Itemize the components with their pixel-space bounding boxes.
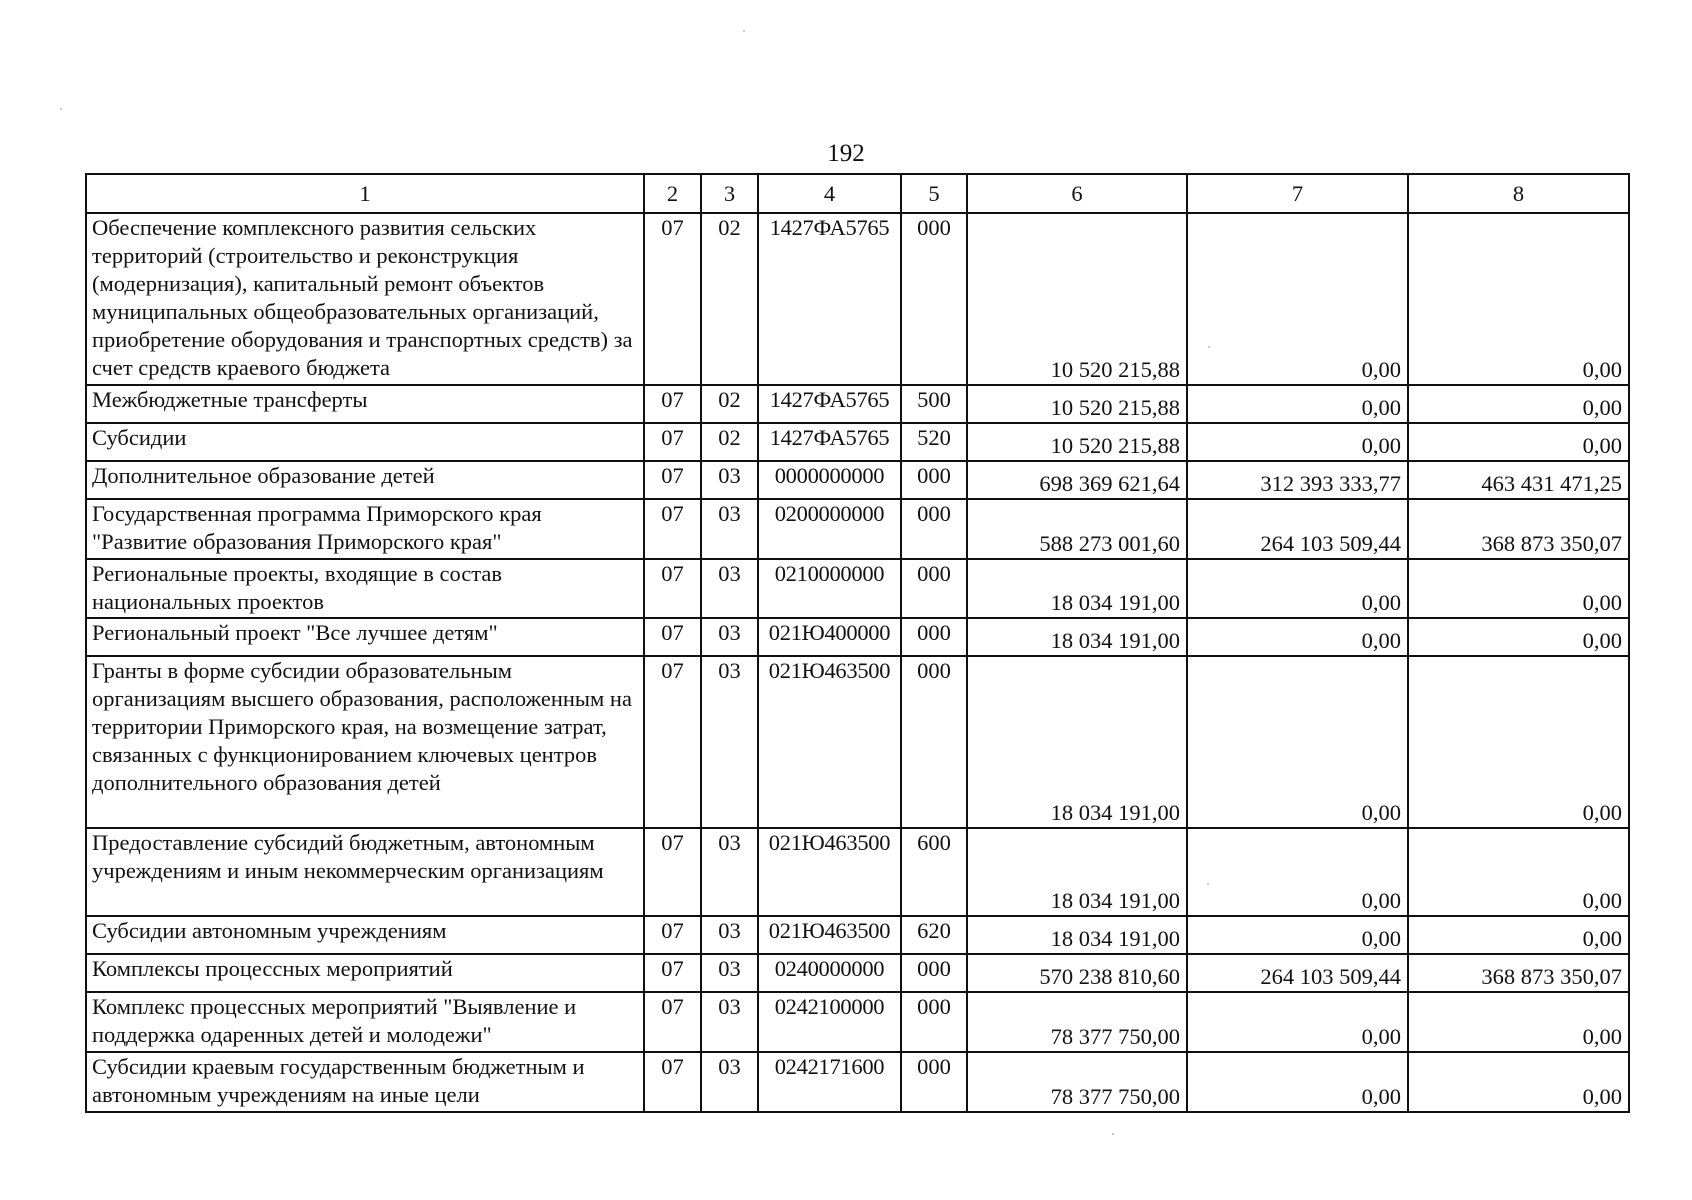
column-header-5: 5 [901, 174, 967, 213]
amount-col-6: 18 034 191,00 [967, 828, 1187, 916]
table-row [86, 656, 1629, 828]
amount-col-6: 78 377 750,00 [967, 1052, 1187, 1112]
amount-col-7: 0,00 [1187, 618, 1408, 656]
column-header-7: 7 [1187, 174, 1408, 213]
column-header-4: 4 [758, 174, 901, 213]
code-section: 07 [644, 656, 701, 828]
row-name: Комплекс процессных мероприятий "Выявление и поддержка одаренных детей и молодежи" [86, 992, 644, 1052]
amount-col-7: 0,00 [1187, 916, 1408, 954]
code-subsection: 03 [701, 992, 758, 1052]
code-target-article: 0242171600 [758, 1052, 901, 1112]
code-subsection: 03 [701, 559, 758, 618]
budget-table [85, 173, 1630, 1113]
amount-col-7: 0,00 [1187, 559, 1408, 618]
code-target-article: 021Ю463500 [758, 828, 901, 916]
code-section: 07 [644, 385, 701, 423]
code-target-article: 021Ю400000 [758, 618, 901, 656]
amount-col-8: 0,00 [1408, 828, 1629, 916]
row-name: Межбюджетные трансферты [86, 385, 644, 423]
table-row [86, 213, 1629, 385]
code-section: 07 [644, 916, 701, 954]
scan-speck [1208, 346, 1210, 348]
amount-col-8: 0,00 [1408, 385, 1629, 423]
row-name: Субсидии [86, 423, 644, 461]
table-row [86, 461, 1629, 499]
amount-col-6: 18 034 191,00 [967, 916, 1187, 954]
amount-col-6: 10 520 215,88 [967, 385, 1187, 423]
row-name: Региональный проект "Все лучшее детям" [86, 618, 644, 656]
amount-col-6: 18 034 191,00 [967, 656, 1187, 828]
page-number: 192 [827, 140, 865, 167]
row-name: Субсидии автономным учреждениям [86, 916, 644, 954]
amount-col-6: 18 034 191,00 [967, 559, 1187, 618]
code-section: 07 [644, 559, 701, 618]
code-expense-type: 500 [901, 385, 967, 423]
row-name: Государственная программа Приморского края "Развитие образования Приморского края" [86, 499, 644, 559]
amount-col-7: 0,00 [1187, 656, 1408, 828]
amount-col-8: 0,00 [1408, 423, 1629, 461]
code-target-article: 021Ю463500 [758, 916, 901, 954]
table-row [86, 499, 1629, 559]
amount-col-6: 10 520 215,88 [967, 213, 1187, 385]
scan-speck [743, 30, 745, 32]
code-expense-type: 000 [901, 213, 967, 385]
column-header-2: 2 [644, 174, 701, 213]
code-expense-type: 600 [901, 828, 967, 916]
code-target-article: 1427ФА5765 [758, 213, 901, 385]
code-section: 07 [644, 461, 701, 499]
amount-col-8: 368 873 350,07 [1408, 499, 1629, 559]
code-target-article: 0242100000 [758, 992, 901, 1052]
code-expense-type: 620 [901, 916, 967, 954]
code-section: 07 [644, 992, 701, 1052]
scan-speck [60, 108, 62, 110]
amount-col-7: 0,00 [1187, 385, 1408, 423]
amount-col-6: 78 377 750,00 [967, 992, 1187, 1052]
code-subsection: 02 [701, 385, 758, 423]
code-subsection: 02 [701, 423, 758, 461]
code-subsection: 03 [701, 954, 758, 992]
amount-col-8: 368 873 350,07 [1408, 954, 1629, 992]
table-row [86, 385, 1629, 423]
code-expense-type: 000 [901, 656, 967, 828]
code-target-article: 021Ю463500 [758, 656, 901, 828]
amount-col-7: 264 103 509,44 [1187, 499, 1408, 559]
code-target-article: 1427ФА5765 [758, 423, 901, 461]
amount-col-8: 0,00 [1408, 916, 1629, 954]
table-row [86, 618, 1629, 656]
table-row [86, 992, 1629, 1052]
amount-col-8: 0,00 [1408, 656, 1629, 828]
row-name: Субсидии краевым государственным бюджетным и автономным учреждениям на иные цели [86, 1052, 644, 1112]
amount-col-8: 0,00 [1408, 213, 1629, 385]
code-expense-type: 000 [901, 992, 967, 1052]
amount-col-7: 0,00 [1187, 992, 1408, 1052]
row-name: Предоставление субсидий бюджетным, автономным учреждениям и иным некоммерческим организациям [86, 828, 644, 916]
amount-col-8: 0,00 [1408, 559, 1629, 618]
code-expense-type: 000 [901, 1052, 967, 1112]
code-expense-type: 000 [901, 461, 967, 499]
table-row [86, 559, 1629, 618]
code-target-article: 0200000000 [758, 499, 901, 559]
code-section: 07 [644, 828, 701, 916]
code-subsection: 03 [701, 1052, 758, 1112]
table-row [86, 954, 1629, 992]
code-target-article: 1427ФА5765 [758, 385, 901, 423]
row-name: Региональные проекты, входящие в состав национальных проектов [86, 559, 644, 618]
column-header-3: 3 [701, 174, 758, 213]
scan-speck [1112, 1133, 1114, 1135]
row-name: Комплексы процессных мероприятий [86, 954, 644, 992]
code-subsection: 03 [701, 828, 758, 916]
code-subsection: 02 [701, 213, 758, 385]
table-row [86, 916, 1629, 954]
code-subsection: 03 [701, 499, 758, 559]
column-header-1: 1 [86, 174, 644, 213]
amount-col-7: 0,00 [1187, 828, 1408, 916]
amount-col-6: 18 034 191,00 [967, 618, 1187, 656]
code-expense-type: 000 [901, 618, 967, 656]
row-name: Гранты в форме субсидии образовательным организациям высшего образования, расположенным на территории Приморского края, на возмещение затрат, связанных с функционированием ключевых центров дополнительного образования детей [86, 656, 644, 828]
amount-col-7: 0,00 [1187, 213, 1408, 385]
code-expense-type: 000 [901, 559, 967, 618]
code-expense-type: 000 [901, 499, 967, 559]
row-name: Дополнительное образование детей [86, 461, 644, 499]
code-expense-type: 000 [901, 954, 967, 992]
row-name: Обеспечение комплексного развития сельских территорий (строительство и реконструкция (модернизация), капитальный ремонт объектов муниципальных общеобразовательных организаций, приобретение оборудования и транспортных средств) за счет средств краевого бюджета [86, 213, 644, 385]
amount-col-6: 10 520 215,88 [967, 423, 1187, 461]
code-section: 07 [644, 618, 701, 656]
code-section: 07 [644, 423, 701, 461]
amount-col-7: 264 103 509,44 [1187, 954, 1408, 992]
amount-col-8: 0,00 [1408, 618, 1629, 656]
code-subsection: 03 [701, 461, 758, 499]
code-target-article: 0240000000 [758, 954, 901, 992]
code-section: 07 [644, 1052, 701, 1112]
code-section: 07 [644, 499, 701, 559]
amount-col-7: 312 393 333,77 [1187, 461, 1408, 499]
code-expense-type: 520 [901, 423, 967, 461]
column-header-6: 6 [967, 174, 1187, 213]
amount-col-6: 588 273 001,60 [967, 499, 1187, 559]
code-target-article: 0210000000 [758, 559, 901, 618]
code-subsection: 03 [701, 916, 758, 954]
amount-col-6: 698 369 621,64 [967, 461, 1187, 499]
amount-col-8: 463 431 471,25 [1408, 461, 1629, 499]
code-section: 07 [644, 954, 701, 992]
code-subsection: 03 [701, 618, 758, 656]
code-subsection: 03 [701, 656, 758, 828]
amount-col-6: 570 238 810,60 [967, 954, 1187, 992]
code-target-article: 0000000000 [758, 461, 901, 499]
amount-col-7: 0,00 [1187, 1052, 1408, 1112]
amount-col-7: 0,00 [1187, 423, 1408, 461]
table-row [86, 1052, 1629, 1112]
amount-col-8: 0,00 [1408, 1052, 1629, 1112]
code-section: 07 [644, 213, 701, 385]
table-row [86, 828, 1629, 916]
column-header-8: 8 [1408, 174, 1629, 213]
scan-speck [1207, 883, 1209, 885]
table-row [86, 423, 1629, 461]
column-number-header-row [86, 174, 1629, 213]
amount-col-8: 0,00 [1408, 992, 1629, 1052]
